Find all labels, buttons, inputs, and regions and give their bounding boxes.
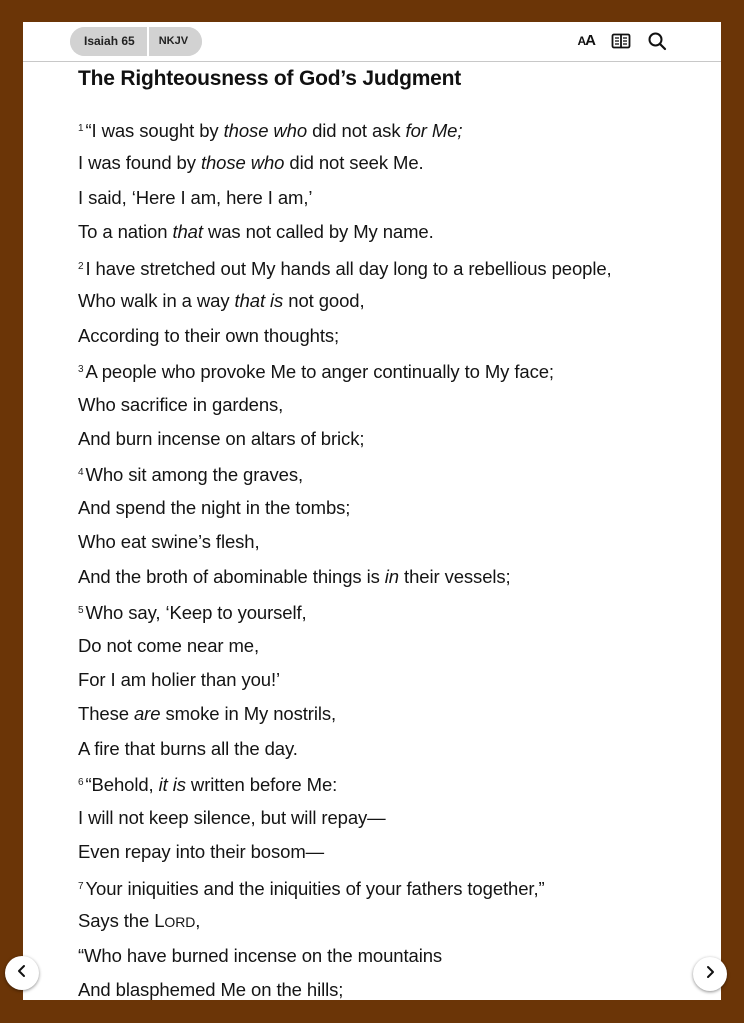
verse-line: $^1$ “I was sought by those who did not ask for Me;	[78, 120, 463, 141]
verse-line: $^2$ I have stretched out My hands all day long to a rebellious people,	[78, 257, 612, 279]
verse-line: $^7$ Your iniquities and the iniquities of your fathers together,”	[78, 877, 545, 899]
verse-line: Who walk in a way that is not good,	[78, 290, 365, 312]
verse-line: I said, ‘Here I am, here I am,’	[78, 186, 313, 208]
verse-line: I will not keep silence, but will repay—	[78, 806, 386, 828]
section-heading: The Righteousness of God’s Judgment	[78, 67, 462, 90]
verse-line: Who sacrifice in gardens,	[78, 393, 284, 415]
top-toolbar	[23, 22, 721, 62]
version-button[interactable]: NKJV	[147, 27, 202, 56]
verse-line: $^6$ “Behold, it is written before Me:	[78, 774, 338, 796]
verse-line: Says the LORD,	[78, 910, 201, 932]
verse-line: These are smoke in My nostrils,	[78, 703, 337, 725]
verse-line: And spend the night in the tombs;	[78, 496, 351, 518]
verse-line: A fire that burns all the day.	[78, 737, 298, 759]
verse-line: According to their own thoughts;	[78, 324, 340, 346]
verse-line: Who eat swine’s flesh,	[78, 531, 260, 553]
verse-number: 5	[78, 605, 84, 617]
chevron-right-icon	[703, 965, 717, 984]
verse-number: 6	[78, 777, 84, 789]
verse-line: And the broth of abominable things is in their vessels;	[78, 565, 511, 587]
verse-number: 1	[78, 123, 84, 134]
verse-line: Even repay into their bosom—	[78, 841, 325, 863]
verse-number: 4	[78, 467, 84, 479]
previous-chapter-button[interactable]	[5, 956, 39, 990]
reader-page	[23, 22, 721, 1000]
next-chapter-button[interactable]	[693, 957, 727, 991]
book-chapter-button[interactable]: Isaiah 65	[70, 27, 147, 56]
verse-line: $^5$ Who say, ‘Keep to yourself,	[78, 602, 307, 624]
font-size-icon[interactable]: AA	[577, 32, 595, 49]
verse-number: 2	[78, 260, 84, 272]
verse-line: “Who have burned incense on the mountains	[78, 944, 443, 966]
verse-number: 3	[78, 364, 84, 376]
verse-line: I was found by those who did not seek Me.	[78, 152, 424, 174]
verse-line: To a nation that was not called by My name.	[78, 221, 434, 243]
verse-line: For I am holier than you!’	[78, 669, 281, 690]
book-icon[interactable]	[611, 31, 631, 51]
verse-line: $^4$ Who sit among the graves,	[78, 464, 304, 486]
toolbar-actions	[577, 31, 667, 51]
verse-line: And blasphemed Me on the hills;	[78, 978, 344, 1000]
verse-line: Do not come near me,	[78, 634, 260, 656]
passage-selector	[70, 27, 202, 56]
verse-number: 7	[78, 880, 84, 892]
search-icon[interactable]	[647, 31, 667, 51]
verse-line: $^3$ A people who provoke Me to anger continually to My face;	[78, 361, 554, 383]
scripture-text	[78, 112, 708, 1000]
verse-line: And burn incense on altars of brick;	[78, 427, 365, 449]
chevron-left-icon	[15, 964, 29, 983]
